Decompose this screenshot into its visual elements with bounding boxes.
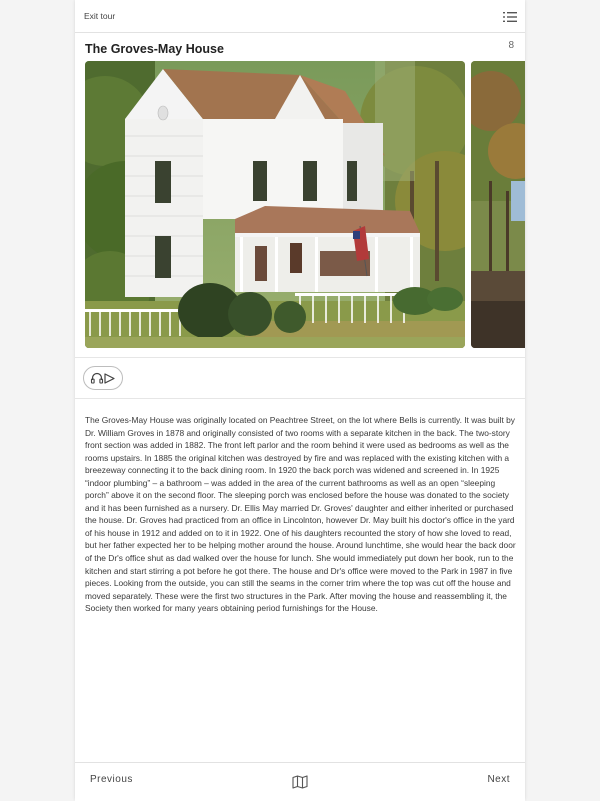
stop-header xyxy=(75,36,525,58)
previous-button[interactable]: Previous xyxy=(90,774,133,785)
divider xyxy=(75,398,525,399)
stop-number: 8 xyxy=(508,40,514,51)
page-title: The Groves-May House xyxy=(85,42,224,56)
description-paragraph: The Groves-May House was originally located on Peachtree Street, on the lot where Bells is currently. It was built by Dr. William Groves in 1878 and originally consisted of two rooms with a separate kitchen in the back. The two-story front section was added in 1882. The front left parlor and the room behind it were used as bedrooms as well as the rooms upstairs. In 1885 the original kitchen was destroyed by fire and was replaced with the existing kitchen with a breezeway connecting it to the back dining room. In 1920 the back porch was widened and screened in. In 1925 “indoor plumbing” – a bathroom – was added in the area of the current bathrooms as well as an open “sleeping porch” above it on the second floor. The sleeping porch was enclosed before the house was donated to the society and it has been furnished as a nursery. Dr. Ellis May married Dr. Groves' daughter and either inherited or purchased the house. Dr. Groves had practiced from an office in Lincolnton, however Dr. May built his doctor's office in the yard of his house in 1912 and added on to it in 1922. One of his daughters recounted the story of how she loved to read, xyxy=(85,415,515,538)
top-bar xyxy=(75,0,525,33)
map-icon[interactable] xyxy=(292,775,308,794)
exit-tour-link[interactable]: Exit tour xyxy=(84,11,116,21)
list-menu-icon[interactable] xyxy=(503,10,517,28)
audio-play-button[interactable] xyxy=(83,366,123,390)
next-button[interactable]: Next xyxy=(487,774,510,785)
footer-nav xyxy=(75,762,525,801)
house-photo[interactable] xyxy=(471,61,525,348)
tour-panel xyxy=(75,0,525,800)
photo-gallery[interactable] xyxy=(85,61,525,348)
headphones-play-icon xyxy=(84,376,122,393)
stop-description xyxy=(85,414,517,615)
divider xyxy=(75,357,525,358)
house-photo[interactable] xyxy=(85,61,465,348)
description-paragraph: but her father expected her to be helping mother around the house. Around lunchtime, she would hear the back door of the Dr's office shut as dad walked over the house for lunch. She would immediately put down her book, run to the kitchen and start stirring a pot before he got there. The house and Dr's office were moved to the Park in 1987 in five pieces. Looking from the outside, you can still the seams in the corner trim where the top was cut off the house and moved separately. These were the first two structures in the Park. After moving the house and reassembling it, the Society then worked for many years obtaining period furnishings for the House. xyxy=(85,540,516,614)
